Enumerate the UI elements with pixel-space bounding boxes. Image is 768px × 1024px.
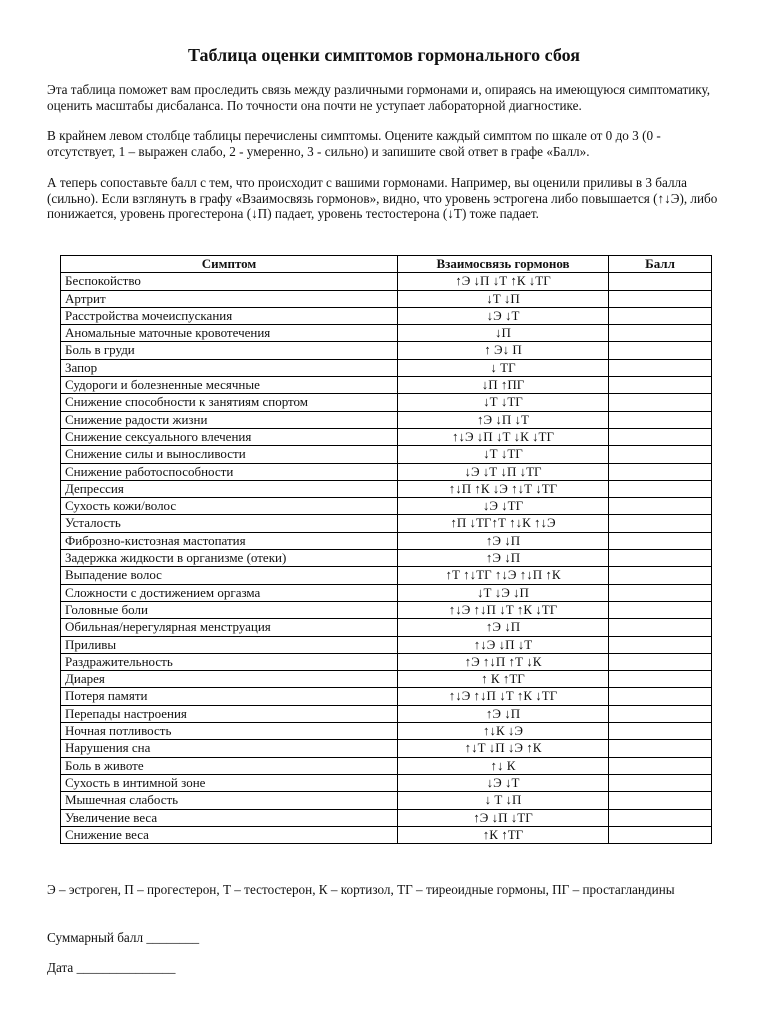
score-cell[interactable] [609,463,712,480]
symptom-cell: Потеря памяти [61,688,398,705]
table-row [61,307,712,324]
table-row [61,653,712,670]
hormones-cell: ↑↓Т ↓П ↓Э ↑К [398,740,609,757]
table-row [61,446,712,463]
score-cell[interactable] [609,532,712,549]
table-row [61,688,712,705]
score-cell[interactable] [609,342,712,359]
score-cell[interactable] [609,636,712,653]
symptom-cell: Ночная потливость [61,723,398,740]
score-cell[interactable] [609,826,712,843]
symptom-cell: Снижение радости жизни [61,411,398,428]
hormones-cell: ↑Э ↑↓П ↑Т ↓К [398,653,609,670]
symptom-cell: Запор [61,359,398,376]
table-row [61,826,712,843]
symptom-cell: Сложности с достижением оргазма [61,584,398,601]
table-header-row [61,256,712,273]
hormones-cell: ↓П [398,325,609,342]
hormones-cell: ↓ Т ↓П [398,792,609,809]
table-row [61,567,712,584]
symptom-cell: Снижение сексуального влечения [61,428,398,445]
table-row [61,463,712,480]
table-row [61,290,712,307]
score-cell[interactable] [609,601,712,618]
symptom-cell: Боль в груди [61,342,398,359]
hormones-cell: ↑Э ↓П ↓Т ↑К ↓ТГ [398,273,609,290]
score-cell[interactable] [609,498,712,515]
table-row [61,273,712,290]
score-cell[interactable] [609,515,712,532]
symptom-cell: Задержка жидкости в организме (отеки) [61,550,398,567]
hormones-cell: ↑Э ↓П [398,619,609,636]
score-cell[interactable] [609,809,712,826]
symptom-cell: Снижение веса [61,826,398,843]
score-cell[interactable] [609,377,712,394]
table-row [61,377,712,394]
hormones-cell: ↓Т ↓Э ↓П [398,584,609,601]
hormones-cell: ↓Э ↓ТГ [398,498,609,515]
intro-paragraph-3: А теперь сопоставьте балл с тем, что происходит с вашими гормонами. Например, вы оценили приливы в 3 балла (сильно). Если взглянуть в графу «Взаимосвязь гормонов», видно, что уровень эстрогена либо повышается (↑↓Э), либо понижается, уровень прогестерона (↓П) падает, уровень тестостерона (↓Т) тоже падает. [47,175,718,221]
table-row [61,325,712,342]
table-row [61,411,712,428]
symptom-cell: Головные боли [61,601,398,618]
hormones-cell: ↑↓К ↓Э [398,723,609,740]
table-row [61,740,712,757]
hormones-cell: ↓Э ↓Т [398,774,609,791]
score-cell[interactable] [609,740,712,757]
score-cell[interactable] [609,428,712,445]
symptom-cell: Приливы [61,636,398,653]
intro-paragraph-1: Эта таблица поможет вам проследить связь между различными гормонами и, опираясь на имеющуюся симптоматику, оценить масштабы дисбаланса. По точности она почти не уступает лабораторной диагностике. [47,82,711,113]
hormones-cell: ↑↓Э ↑↓П ↓Т ↑К ↓ТГ [398,688,609,705]
hormones-cell: ↑Т ↑↓ТГ ↑↓Э ↑↓П ↑К [398,567,609,584]
hormones-cell: ↑П ↓ТГ↑Т ↑↓К ↑↓Э [398,515,609,532]
table-row [61,792,712,809]
header-hormones: Взаимосвязь гормонов [398,256,609,273]
symptom-cell: Перепады настроения [61,705,398,722]
score-cell[interactable] [609,671,712,688]
hormones-cell: ↑ Э↓ П [398,342,609,359]
score-cell[interactable] [609,567,712,584]
score-cell[interactable] [609,653,712,670]
table-row [61,723,712,740]
hormones-cell: ↓Т ↓ТГ [398,446,609,463]
symptom-cell: Беспокойство [61,273,398,290]
hormones-cell: ↑↓ К [398,757,609,774]
hormones-cell: ↑Э ↓П [398,532,609,549]
table-row [61,636,712,653]
symptom-table [60,255,712,844]
hormones-cell: ↓ ТГ [398,359,609,376]
symptom-cell: Мышечная слабость [61,792,398,809]
symptom-cell: Снижение силы и выносливости [61,446,398,463]
score-cell[interactable] [609,584,712,601]
table-row [61,532,712,549]
score-cell[interactable] [609,290,712,307]
table-row [61,809,712,826]
score-cell[interactable] [609,411,712,428]
table-row [61,619,712,636]
hormones-cell: ↑Э ↓П [398,550,609,567]
symptom-cell: Сухость в интимной зоне [61,774,398,791]
symptom-cell: Расстройства мочеиспускания [61,307,398,324]
score-cell[interactable] [609,705,712,722]
page-title: Таблица оценки симптомов гормонального сбоя [187,45,581,65]
score-cell[interactable] [609,688,712,705]
score-cell[interactable] [609,307,712,324]
score-cell[interactable] [609,757,712,774]
symptom-cell: Аномальные маточные кровотечения [61,325,398,342]
hormones-cell: ↑↓П ↑К ↓Э ↑↓Т ↓ТГ [398,480,609,497]
score-cell[interactable] [609,325,712,342]
symptom-cell: Выпадение волос [61,567,398,584]
table-row [61,584,712,601]
score-cell[interactable] [609,792,712,809]
symptom-cell: Обильная/нерегулярная менструация [61,619,398,636]
score-cell[interactable] [609,550,712,567]
hormones-cell: ↑ К ↑ТГ [398,671,609,688]
score-cell[interactable] [609,619,712,636]
hormones-cell: ↑Э ↓П ↓Т [398,411,609,428]
hormones-cell: ↓Т ↓П [398,290,609,307]
hormones-cell: ↑↓Э ↓П ↓Т [398,636,609,653]
score-cell[interactable] [609,446,712,463]
hormones-cell: ↑↓Э ↓П ↓Т ↓К ↓ТГ [398,428,609,445]
symptom-cell: Артрит [61,290,398,307]
hormones-cell: ↓П ↑ПГ [398,377,609,394]
score-cell[interactable] [609,480,712,497]
header-symptom: Симптом [61,256,398,273]
symptom-cell: Судороги и болезненные месячные [61,377,398,394]
symptom-cell: Раздражительность [61,653,398,670]
table-row [61,757,712,774]
table-row [61,394,712,411]
hormones-cell: ↑↓Э ↑↓П ↓Т ↑К ↓ТГ [398,601,609,618]
symptom-cell: Диарея [61,671,398,688]
score-cell[interactable] [609,774,712,791]
table-row [61,359,712,376]
date-field: Дата _______________ [47,960,176,975]
header-score: Балл [609,256,712,273]
table-row [61,342,712,359]
score-cell[interactable] [609,359,712,376]
score-cell[interactable] [609,273,712,290]
hormones-cell: ↑Э ↓П [398,705,609,722]
symptom-cell: Снижение способности к занятиям спортом [61,394,398,411]
symptom-cell: Боль в животе [61,757,398,774]
table-row [61,774,712,791]
hormones-cell: ↑Э ↓П ↓ТГ [398,809,609,826]
symptom-cell: Фиброзно-кистозная мастопатия [61,532,398,549]
table-row [61,515,712,532]
table-row [61,601,712,618]
table-row [61,498,712,515]
symptom-cell: Усталость [61,515,398,532]
total-score-field: Суммарный балл ________ [47,930,200,945]
table-row [61,705,712,722]
table-row [61,550,712,567]
hormones-cell: ↓Э ↓Т [398,307,609,324]
hormone-legend: Э – эстроген, П – прогестерон, Т – тестостерон, К – кортизол, ТГ – тиреоидные гормоны, ПГ – простагландины [47,882,675,897]
symptom-cell: Снижение работоспособности [61,463,398,480]
hormones-cell: ↑К ↑ТГ [398,826,609,843]
score-cell[interactable] [609,394,712,411]
table-row [61,671,712,688]
hormones-cell: ↓Т ↓ТГ [398,394,609,411]
symptom-cell: Нарушения сна [61,740,398,757]
symptom-cell: Сухость кожи/волос [61,498,398,515]
symptom-cell: Депрессия [61,480,398,497]
score-cell[interactable] [609,723,712,740]
hormones-cell: ↓Э ↓Т ↓П ↓ТГ [398,463,609,480]
table-row [61,480,712,497]
intro-paragraph-2: В крайнем левом столбце таблицы перечислены симптомы. Оцените каждый симптом по шкале от 0 до 3 (0 - отсутствует, 1 – выражен слабо, 2 - умеренно, 3 - сильно) и запишите свой ответ в графе «Балл». [47,128,661,159]
symptom-cell: Увеличение веса [61,809,398,826]
table-row [61,428,712,445]
